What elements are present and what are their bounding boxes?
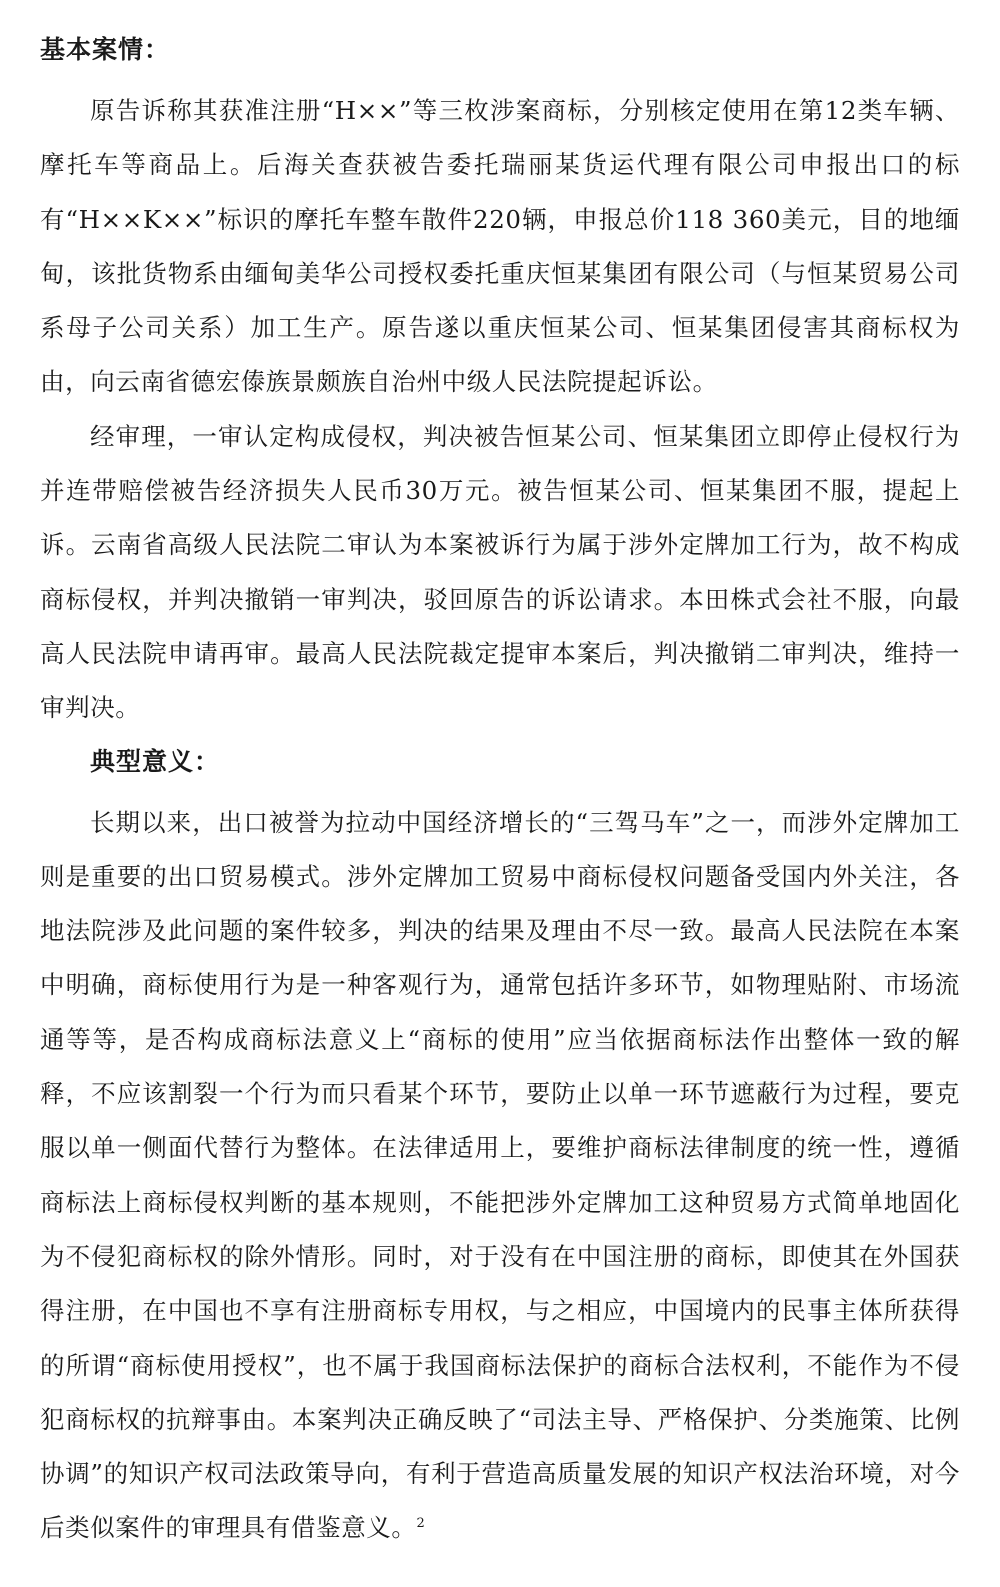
paragraph-significance: [40, 796, 960, 1556]
paragraph-facts-2: 经审理，一审认定构成侵权，判决被告恒某公司、恒某集团立即停止侵权行为并连带赔偿被告经济损失人民币30万元。被告恒某公司、恒某集团不服，提起上诉。云南省高级人民法院二审认为本案被诉行为属于涉外定牌加工行为，故不构成商标侵权，并判决撤销一审判决，驳回原告的诉讼请求。本田株式会社不服，向最高人民法院申请再审。最高人民法院裁定提审本案后，判决撤销二审判决，维持一审判决。: [40, 421, 960, 723]
footnote-marker: 2: [416, 1516, 426, 1532]
heading-significance: 典型意义：: [90, 746, 221, 776]
paragraph-facts-1: 原告诉称其获准注册“H××”等三枚涉案商标，分别核定使用在第12类车辆、摩托车等商品上。后海关查获被告委托瑞丽某货运代理有限公司申报出口的标有“H××K××”标识的摩托车整车散件220辆，申报总价118 360美元，目的地缅甸，该批货物系由缅甸美华公司授权委托重庆恒某集团有限公司（与恒某贸易公司系母子公司关系）加工生产。原告遂以重庆恒某公司、恒某集团侵害其商标权为由，向云南省德宏傣族景颇族自治州中级人民法院提起诉讼。: [40, 96, 960, 397]
heading-basic-facts: 基本案情：: [40, 35, 171, 64]
paragraph-significance-text: 长期以来，出口被誉为拉动中国经济增长的“三驾马车”之一，而涉外定牌加工则是重要的出口贸易模式。涉外定牌加工贸易中商标侵权问题备受国内外关注，各地法院涉及此问题的案件较多，判决的结果及理由不尽一致。最高人民法院在本案中明确，商标使用行为是一种客观行为，通常包括许多环节，如物理贴附、市场流通等等，是否构成商标法意义上“商标的使用”应当依据商标法作出整体一致的解释，不应该割裂一个行为而只看某个环节，要防止以单一环节遮蔽行为过程，要克服以单一侧面代替行为整体。在法律适用上，要维护商标法律制度的统一性，遵循商标法上商标侵权判断的基本规则，不能把涉外定牌加工这种贸易方式简单地固化为不侵犯商标权的除外情形。同时，对于没有在中国注册的商标，即使其在外国获得注册，在中国也不享有注册商标专用权，与之相应，中国境内的民事主体所获得的所谓“商标使用授权”，也不属于我国商标法保护的商标合法权利，不能作为不侵犯商标权的抗辩事由。本案判决正确反映了“司法主导、严格保护、分类施策、比例协调”的知识产权司法政策导向，有利于营造高质量发展的知识产权法治环境，对今后类似案件的审理具有借鉴意义。: [40, 807, 960, 1543]
